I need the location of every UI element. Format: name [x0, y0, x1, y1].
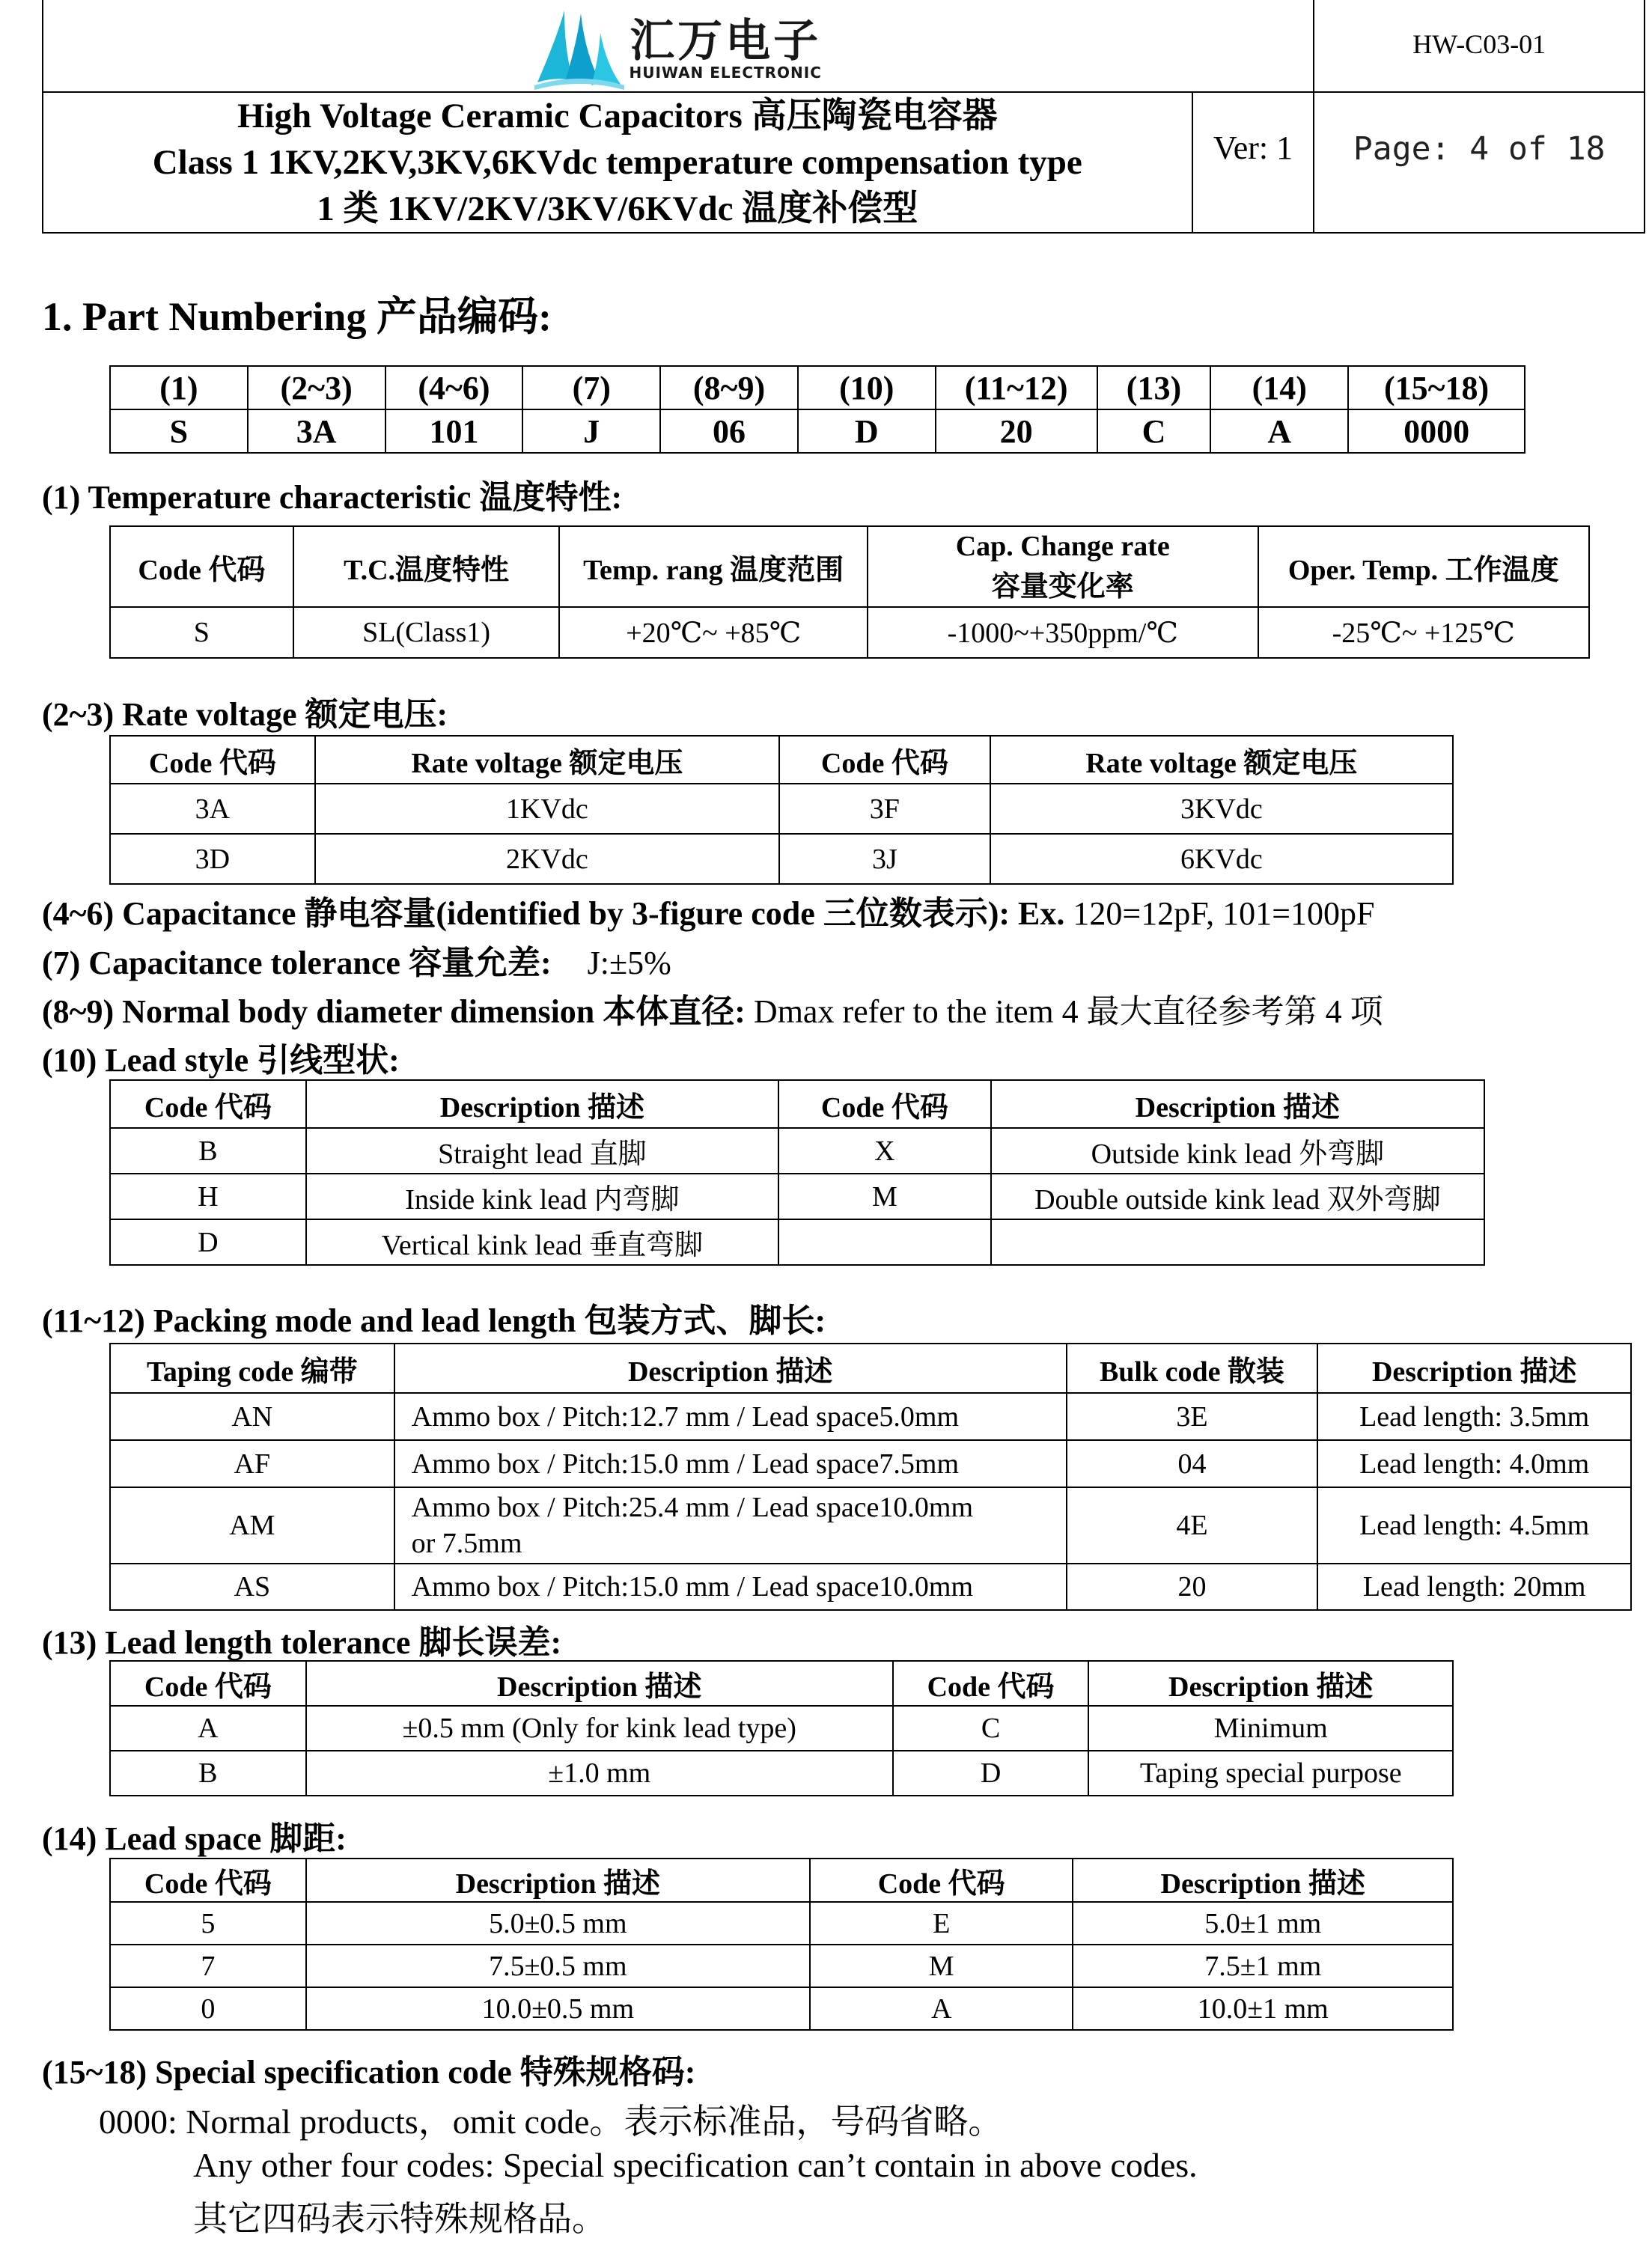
- table-cell: B: [110, 1128, 306, 1174]
- version-label: Ver: 1: [1192, 92, 1314, 233]
- position-cell: (1): [110, 366, 248, 409]
- table-cell: +20℃~ +85℃: [559, 607, 868, 658]
- table-cell: 3J: [779, 834, 990, 884]
- position-cell: (15~18): [1348, 366, 1525, 409]
- packing-heading: (11~12) Packing mode and lead length 包装方式、脚长:: [42, 1302, 826, 1339]
- header-cell: Code 代码: [110, 526, 293, 607]
- table-cell: D: [893, 1751, 1089, 1796]
- example-cell: 06: [660, 409, 798, 453]
- tolerance-line: [42, 936, 671, 984]
- table-cell: Ammo box / Pitch:12.7 mm / Lead space5.0mm: [394, 1393, 1067, 1440]
- special-spec-line-1: 0000: Normal products，omit code。表示标准品，号码省略。: [99, 2103, 1003, 2141]
- table-cell: ±0.5 mm (Only for kink lead type): [306, 1706, 893, 1751]
- title-line-1: High Voltage Ceramic Capacitors 高压陶瓷电容器: [237, 97, 998, 135]
- special-spec-line-2: Any other four codes: Special specification can’t contain in above codes.: [193, 2146, 1198, 2184]
- logo-english-text: HUIWAN ELECTRONIC: [629, 64, 822, 82]
- table-row: [110, 1219, 1484, 1265]
- table-row: [110, 1564, 1631, 1610]
- header-cell: Description 描述: [1088, 1661, 1453, 1706]
- example-cell: D: [798, 409, 936, 453]
- table-cell: 4E: [1067, 1487, 1318, 1564]
- header-cell: Description 描述: [306, 1859, 810, 1902]
- table-cell: A: [110, 1706, 306, 1751]
- header-cell: Description 描述: [991, 1080, 1484, 1128]
- table-cell: C: [893, 1706, 1089, 1751]
- example-cell: A: [1210, 409, 1348, 453]
- lead-space-heading: (14) Lead space 脚距:: [42, 1820, 347, 1857]
- header-cell: Description 描述: [1073, 1859, 1453, 1902]
- logo-chinese-text: 汇万电子: [630, 15, 822, 67]
- header-cell: Code 代码: [110, 1859, 306, 1902]
- header-cell: Temp. rang 温度范围: [559, 526, 868, 607]
- part-numbering-heading: 1. Part Numbering 产品编码:: [42, 294, 552, 339]
- example-cell: J: [522, 409, 660, 453]
- position-cell: (2~3): [248, 366, 385, 409]
- header-cell: Code 代码: [110, 736, 315, 784]
- header-cell: Code 代码: [810, 1859, 1073, 1902]
- position-cell: (4~6): [385, 366, 523, 409]
- header-cell: Rate voltage 额定电压: [315, 736, 779, 784]
- table-cell: AS: [110, 1564, 394, 1610]
- header-cell: Code 代码: [110, 1080, 306, 1128]
- table-row: [110, 1393, 1631, 1440]
- lead-style-heading: (10) Lead style 引线型状:: [42, 1042, 400, 1079]
- table-cell: ±1.0 mm: [306, 1751, 893, 1796]
- table-cell: Ammo box / Pitch:15.0 mm / Lead space10.0mm: [394, 1564, 1067, 1610]
- table-row: [110, 1945, 1453, 1987]
- table-header-row: [110, 1080, 1484, 1128]
- table-cell: Taping special purpose: [1088, 1751, 1453, 1796]
- temperature-table: [109, 525, 1590, 659]
- header-cell: Bulk code 散装: [1067, 1344, 1318, 1393]
- table-cell: 3KVdc: [990, 784, 1453, 834]
- part-position-row: [110, 366, 1525, 409]
- rate-voltage-heading: (2~3) Rate voltage 额定电压:: [42, 696, 448, 733]
- header-cell: Description 描述: [306, 1661, 893, 1706]
- document-title: [43, 92, 1192, 233]
- table-header-row: [110, 736, 1453, 784]
- table-cell: Double outside kink lead 双外弯脚: [991, 1174, 1484, 1219]
- table-cell: AM: [110, 1487, 394, 1564]
- table-cell: SL(Class1): [293, 607, 560, 658]
- tolerance-label: (7) Capacitance tolerance 容量允差:: [42, 945, 552, 981]
- table-cell: 6KVdc: [990, 834, 1453, 884]
- title-line-2: Class 1 1KV,2KV,3KV,6KVdc temperature compensation type: [152, 143, 1082, 182]
- table-cell: 20: [1067, 1564, 1318, 1610]
- position-cell: (10): [798, 366, 936, 409]
- table-cell: 04: [1067, 1440, 1318, 1487]
- table-cell: 10.0±0.5 mm: [306, 1987, 810, 2030]
- temperature-heading: (1) Temperature characteristic 温度特性:: [42, 479, 623, 516]
- table-cell: Vertical kink lead 垂直弯脚: [306, 1219, 778, 1265]
- page-number: Page: 4 of 18: [1314, 92, 1645, 233]
- title-line-3: 1 类 1KV/2KV/3KV/6KVdc 温度补偿型: [317, 189, 918, 228]
- table-cell: Minimum: [1088, 1706, 1453, 1751]
- capacitance-line: [42, 886, 1374, 934]
- table-cell: Outside kink lead 外弯脚: [991, 1128, 1484, 1174]
- diameter-label: (8~9) Normal body diameter dimension 本体直径:: [42, 993, 746, 1030]
- example-cell: 0000: [1348, 409, 1525, 453]
- table-row: [110, 1987, 1453, 2030]
- table-cell: M: [778, 1174, 991, 1219]
- table-cell: 5.0±1 mm: [1073, 1902, 1453, 1945]
- special-spec-heading: (15~18) Special specification code 特殊规格码:: [42, 2054, 696, 2091]
- example-cell: S: [110, 409, 248, 453]
- header-cell: Code 代码: [779, 736, 990, 784]
- example-cell: C: [1097, 409, 1211, 453]
- table-cell: [394, 1487, 1067, 1564]
- table-row: [110, 1902, 1453, 1945]
- table-cell: Straight lead 直脚: [306, 1128, 778, 1174]
- logo-cell: [43, 0, 1314, 92]
- part-number-table: [109, 365, 1525, 454]
- table-row: [110, 1128, 1484, 1174]
- table-cell: 7: [110, 1945, 306, 1987]
- rate-voltage-table: [109, 735, 1454, 885]
- header-cell-line: Cap. Change rate: [955, 530, 1170, 562]
- table-cell-line: or 7.5mm: [411, 1528, 522, 1559]
- table-header-row: [110, 1661, 1453, 1706]
- lead-style-table: [109, 1079, 1485, 1266]
- table-cell: -25℃~ +125℃: [1258, 607, 1590, 658]
- table-cell: Inside kink lead 内弯脚: [306, 1174, 778, 1219]
- table-cell: 10.0±1 mm: [1073, 1987, 1453, 2030]
- table-cell: 7.5±1 mm: [1073, 1945, 1453, 1987]
- table-cell: 0: [110, 1987, 306, 2030]
- lead-length-tolerance-heading: (13) Lead length tolerance 脚长误差:: [42, 1624, 562, 1661]
- table-cell: Lead length: 4.0mm: [1317, 1440, 1631, 1487]
- position-cell: (13): [1097, 366, 1211, 409]
- table-row: [110, 1174, 1484, 1219]
- header-cell: Description 描述: [394, 1344, 1067, 1393]
- capacitance-label: (4~6) Capacitance 静电容量(identified by 3-figure code 三位数表示): Ex.: [42, 895, 1065, 932]
- table-cell: Ammo box / Pitch:15.0 mm / Lead space7.5mm: [394, 1440, 1067, 1487]
- lead-space-table: [109, 1858, 1454, 2031]
- header-cell: T.C.温度特性: [293, 526, 560, 607]
- table-cell: 1KVdc: [315, 784, 779, 834]
- table-cell-line: Ammo box / Pitch:25.4 mm / Lead space10.0mm: [411, 1492, 974, 1523]
- position-cell: (7): [522, 366, 660, 409]
- position-cell: (14): [1210, 366, 1348, 409]
- header-cell: Taping code 编带: [110, 1344, 394, 1393]
- table-cell: [991, 1219, 1484, 1265]
- diameter-line: [42, 984, 1383, 1032]
- document-code: HW-C03-01: [1314, 0, 1645, 92]
- table-cell: Lead length: 20mm: [1317, 1564, 1631, 1610]
- packing-table: [109, 1343, 1632, 1611]
- table-cell: S: [110, 607, 293, 658]
- header-cell: Code 代码: [110, 1661, 306, 1706]
- table-cell: H: [110, 1174, 306, 1219]
- table-cell: 2KVdc: [315, 834, 779, 884]
- table-cell: -1000~+350ppm/℃: [868, 607, 1258, 658]
- table-cell: AN: [110, 1393, 394, 1440]
- table-row: [110, 1706, 1453, 1751]
- position-cell: (8~9): [660, 366, 798, 409]
- table-header-row: [110, 526, 1589, 607]
- example-cell: 3A: [248, 409, 385, 453]
- table-cell: 7.5±0.5 mm: [306, 1945, 810, 1987]
- table-cell: [778, 1219, 991, 1265]
- header-cell: Code 代码: [778, 1080, 991, 1128]
- example-cell: 20: [936, 409, 1097, 453]
- table-cell: AF: [110, 1440, 394, 1487]
- example-cell: 101: [385, 409, 523, 453]
- header-cell: Oper. Temp. 工作温度: [1258, 526, 1590, 607]
- position-cell: (11~12): [936, 366, 1097, 409]
- capacitance-example: 120=12pF, 101=100pF: [1064, 895, 1375, 932]
- table-cell: E: [810, 1902, 1073, 1945]
- part-example-row: [110, 409, 1525, 453]
- table-row: [110, 784, 1453, 834]
- document-header: [42, 0, 1645, 234]
- table-cell: B: [110, 1751, 306, 1796]
- table-cell: A: [810, 1987, 1073, 2030]
- header-cell: Code 代码: [893, 1661, 1089, 1706]
- table-header-row: [110, 1344, 1631, 1393]
- table-cell: 3A: [110, 784, 315, 834]
- table-cell: 3E: [1067, 1393, 1318, 1440]
- table-header-row: [110, 1859, 1453, 1902]
- header-cell-line: 容量变化率: [991, 570, 1134, 603]
- table-cell: 3F: [779, 784, 990, 834]
- table-row: [110, 1751, 1453, 1796]
- header-cell: Rate voltage 额定电压: [990, 736, 1453, 784]
- header-cell: [868, 526, 1258, 607]
- company-logo-icon: [534, 7, 624, 91]
- table-cell: 5: [110, 1902, 306, 1945]
- special-spec-line-3: 其它四码表示特殊规格品。: [193, 2200, 606, 2238]
- table-cell: Lead length: 3.5mm: [1317, 1393, 1631, 1440]
- table-row: [110, 607, 1589, 658]
- table-cell: M: [810, 1945, 1073, 1987]
- header-cell: Description 描述: [306, 1080, 778, 1128]
- table-row: [110, 1487, 1631, 1564]
- tolerance-value: J:±5%: [587, 945, 671, 981]
- header-cell: Description 描述: [1317, 1344, 1631, 1393]
- lead-length-tolerance-table: [109, 1660, 1454, 1796]
- table-row: [110, 834, 1453, 884]
- table-cell: D: [110, 1219, 306, 1265]
- table-cell: 3D: [110, 834, 315, 884]
- table-row: [110, 1440, 1631, 1487]
- table-cell: 5.0±0.5 mm: [306, 1902, 810, 1945]
- table-cell: X: [778, 1128, 991, 1174]
- table-cell: Lead length: 4.5mm: [1317, 1487, 1631, 1564]
- diameter-value: Dmax refer to the item 4 最大直径参考第 4 项: [745, 993, 1383, 1030]
